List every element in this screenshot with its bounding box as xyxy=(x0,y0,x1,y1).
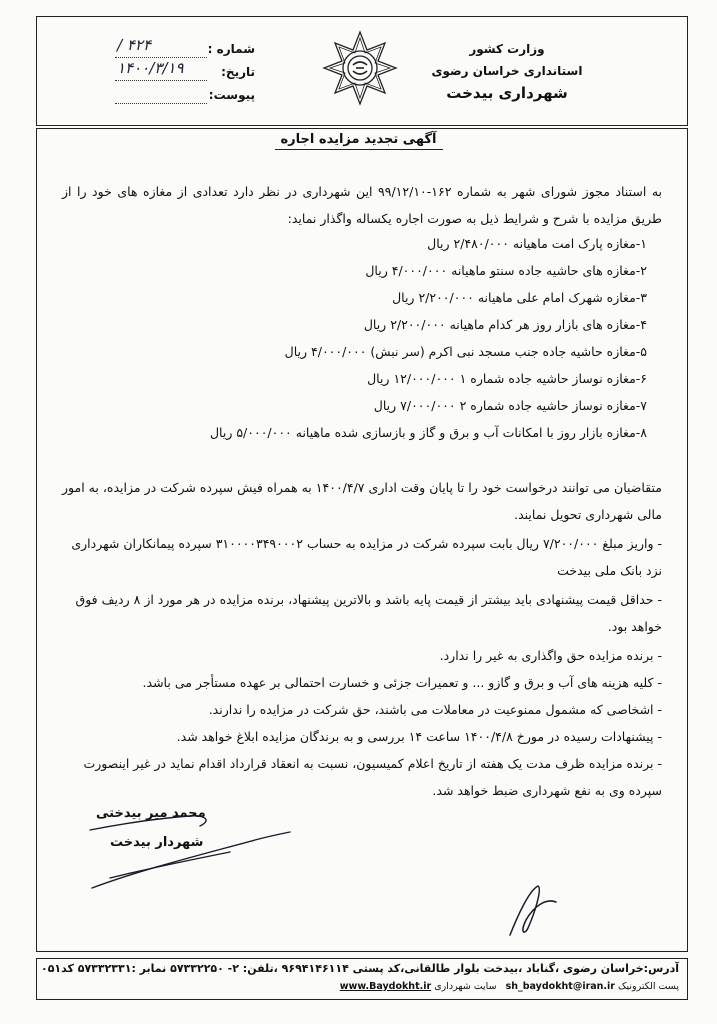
email-label: پست الکترونیک xyxy=(618,981,679,992)
website-label: سایت شهرداری xyxy=(434,981,497,992)
governorate-name: استانداری خراسان رضوی xyxy=(431,64,583,78)
email-address[interactable]: sh_baydokht@iran.ir xyxy=(505,981,615,992)
reference-block xyxy=(115,36,255,109)
list-item: ۱-مغازه پارک امت ماهیانه ۲/۴۸۰/۰۰۰ ریال xyxy=(427,236,647,251)
applicants-paragraph: متقاضیان می توانند درخواست خود را تا پایان وقت اداری ۱۴۰۰/۴/۷ به همراه فیش سپرده شرکت در مزایده، به امور مالی شهرداری تحویل نمایند. xyxy=(62,480,662,522)
footer-address: آدرس:خراسان رضوی ،گناباد ،بیدخت بلوار طالقانی،کد پستی ۹۶۹۴۱۴۶۱۱۴ ،تلفن: ۲- ۵۷۳۳۲۲۵۰ نمابر :۵۷۳۳۲۳۳۱ کد۰۵۱ xyxy=(40,962,679,975)
footer-contact xyxy=(340,981,679,992)
condition-item: - حداقل قیمت پیشنهادی باید بیشتر از قیمت پایه باشد و بالاترین پیشنهاد، برنده مزایده در هر مورد از ۸ ردیف فوق خواهد بود. xyxy=(75,592,662,634)
municipality-name: شهرداری بیدخت xyxy=(446,84,568,102)
intro-paragraph: به استناد مجوز شورای شهر به شماره ۱۶۲-۹۹/۱۲/۱۰ این شهرداری در نظر دارد تعدادی از مغازه های خود را از طریق مزایده با شرح و شرایط ذیل به صورت اجاره یکساله واگذار نماید: xyxy=(62,184,663,226)
list-item: ۳-مغازه شهرک امام علی ماهیانه ۲/۲۰۰/۰۰۰ ریال xyxy=(392,290,647,305)
condition-item: - پیشنهادات رسیده در مورخ ۱۴۰۰/۴/۸ ساعت ۱۴ بررسی و به برندگان مزایده ابلاغ خواهد شد. xyxy=(176,729,662,744)
footer-box xyxy=(36,958,688,1000)
condition-item: - کلیه هزینه های آب و برق و گازو ... و تعمیرات جزئی و خسارت احتمالی بر عهده مستأجر می باشد. xyxy=(142,675,662,690)
list-item: ۷-مغازه نوساز حاشیه جاده شماره ۲ ۷/۰۰۰/۰۰۰ ریال xyxy=(373,398,647,413)
list-item: ۴-مغازه های بازار روز هر کدام ماهیانه ۲/۲۰۰/۰۰۰ ریال xyxy=(363,317,647,332)
emblem-logo xyxy=(320,28,400,108)
notice-title: آگهی تجدید مزایده اجاره xyxy=(275,132,443,150)
condition-item: - واریز مبلغ ۷/۲۰۰/۰۰۰ ریال بابت سپرده شرکت در مزایده به حساب ۳۱۰۰۰۰۳۴۹۰۰۰۲ سپرده پیمانکاران شهرداری نزد بانک ملی بیدخت xyxy=(71,536,662,578)
notice-title-wrap xyxy=(60,132,657,150)
date-label: تاریخ: xyxy=(221,65,255,79)
list-item: ۶-مغازه نوساز حاشیه جاده شماره ۱ ۱۲/۰۰۰/۰۰۰ ریال xyxy=(367,371,647,386)
signatory-name: محمد میر بیدختی xyxy=(96,806,206,821)
number-label: شماره : xyxy=(207,42,255,56)
signatory-position: شهردار بیدخت xyxy=(110,835,204,850)
date-value: ۱۴۰۰/۳/۱۹ xyxy=(117,59,184,77)
ministry-name: وزارت کشور xyxy=(469,42,545,56)
organization-block xyxy=(397,38,617,104)
attachment-label: پیوست: xyxy=(208,88,255,102)
handwritten-signature xyxy=(80,800,300,900)
list-item: ۸-مغازه بازار روز با امکانات آب و برق و گاز و بازسازی شده ماهیانه ۵/۰۰۰/۰۰۰ ریال xyxy=(209,425,647,440)
list-item: ۵-مغازه حاشیه جاده جنب مسجد نبی اکرم (سر نبش) ۴/۰۰۰/۰۰۰ ریال xyxy=(284,344,647,359)
list-item: ۲-مغازه های حاشیه جاده سنتو ماهیانه ۴/۰۰۰/۰۰۰ ریال xyxy=(365,263,647,278)
condition-item: - برنده مزایده ظرف مدت یک هفته از تاریخ اعلام کمیسیون، نسبت به انعقاد قرارداد اقدام نماید در غیر اینصورت سپرده وی به نفع شهرداری ضبط خواهد شد. xyxy=(83,756,662,798)
number-value: ۴۲۴ / xyxy=(117,36,151,54)
initial-mark xyxy=(490,880,570,940)
condition-item: - اشخاصی که مشمول ممنوعیت در معاملات می باشند، حق شرکت در مزایده را ندارند. xyxy=(208,702,662,717)
website-link[interactable]: www.Baydokht.ir xyxy=(339,981,432,992)
condition-item: - برنده مزایده حق واگذاری به غیر را ندارد. xyxy=(439,648,662,663)
